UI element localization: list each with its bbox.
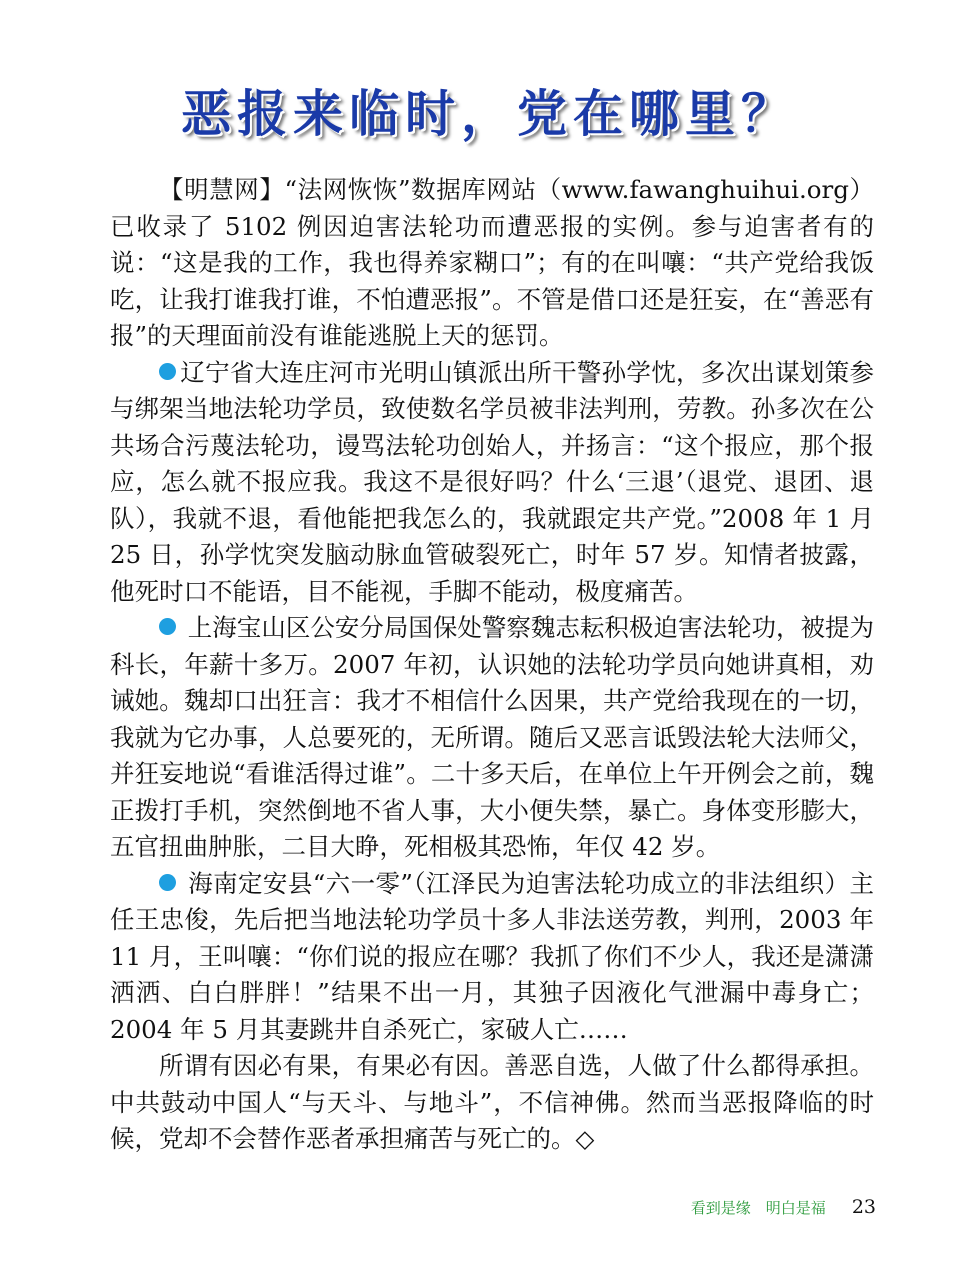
article-body — [110, 172, 874, 1158]
footer-slogan: 看到是缘 明白是福 — [690, 1199, 826, 1217]
article-paragraph-case-3 — [110, 866, 874, 1049]
paragraph-text: 上海宝山区公安分局国保处警察魏志耘积极迫害法轮功，被提为科长，年薪十多万。2007 年初，认识她的法轮功学员向她讲真相，劝诫她。魏却口出狂言：我才不相信什么因果，共产党给我现在的一切，我就为它办事，人总要死的，无所谓。随后又恶言诋毁法轮大法师父，并狂妄地说“看谁活得过谁”。二十多天后，在单位上午开例会之前，魏正拨打手机，突然倒地不省人事，大小便失禁，暴亡。身体变形膨大，五官扭曲肿胀，二目大睁，死相极其恐怖，年仅 42 岁。 — [110, 613, 874, 861]
page-number: 23 — [851, 1196, 876, 1218]
bullet-dot-icon — [159, 618, 176, 635]
article-paragraph-case-2 — [110, 610, 874, 866]
paragraph-text: 【明慧网】“法网恢恢”数据库网站（www.fawanghuihui.org）已收录了 5102 例因迫害法轮功而遭恶报的实例。参与迫害者有的说：“这是我的工作，我也得养家糊口”；有的在叫嚷：“共产党给我饭吃，让我打谁我打谁，不怕遭恶报”。不管是借口还是狂妄，在“善恶有报”的天理面前没有谁能逃脱上天的惩罚。 — [110, 175, 874, 350]
bullet-dot-icon — [159, 874, 176, 891]
bullet-dot-icon — [159, 363, 176, 380]
article-paragraph-intro — [110, 172, 874, 355]
article-paragraph-conclusion — [110, 1048, 874, 1158]
paragraph-text: 所谓有因必有果，有果必有因。善恶自选，人做了什么都得承担。中共鼓动中国人“与天斗、与地斗”，不信神佛。然而当恶报降临的时候，党却不会替作恶者承担痛苦与死亡的。◇ — [110, 1051, 874, 1153]
paragraph-text: 辽宁省大连庄河市光明山镇派出所干警孙学忱，多次出谋划策参与绑架当地法轮功学员，致使数名学员被非法判刑，劳教。孙多次在公共场合污蔑法轮功，谩骂法轮功创始人，并扬言：“这个报应，那个报应，怎么就不报应我。我这不是很好吗？什么‘三退’（退党、退团、退队），我就不退，看他能把我怎么的，我就跟定共产党。”2008 年 1 月 25 日，孙学忱突发脑动脉血管破裂死亡，时年 57 岁。知情者披露，他死时口不能语，目不能视，手脚不能动，极度痛苦。 — [110, 357, 874, 606]
page-footer — [691, 1196, 876, 1218]
article-paragraph-case-1 — [110, 355, 874, 611]
article-title: 恶报来临时，党在哪里？ — [181, 85, 797, 143]
paragraph-text: 海南定安县“六一零”（江泽民为迫害法轮功成立的非法组织）主任王忠俊，先后把当地法轮功学员十多人非法送劳教，判刑，2003 年 11 月，王叫嚷：“你们说的报应在哪？我抓了你们不少人，我还是潇潇洒洒、白白胖胖！”结果不出一月，其独子因液化气泄漏中毒身亡；2004 年 5 月其妻跳井自杀死亡，家破人亡…… — [110, 868, 874, 1044]
